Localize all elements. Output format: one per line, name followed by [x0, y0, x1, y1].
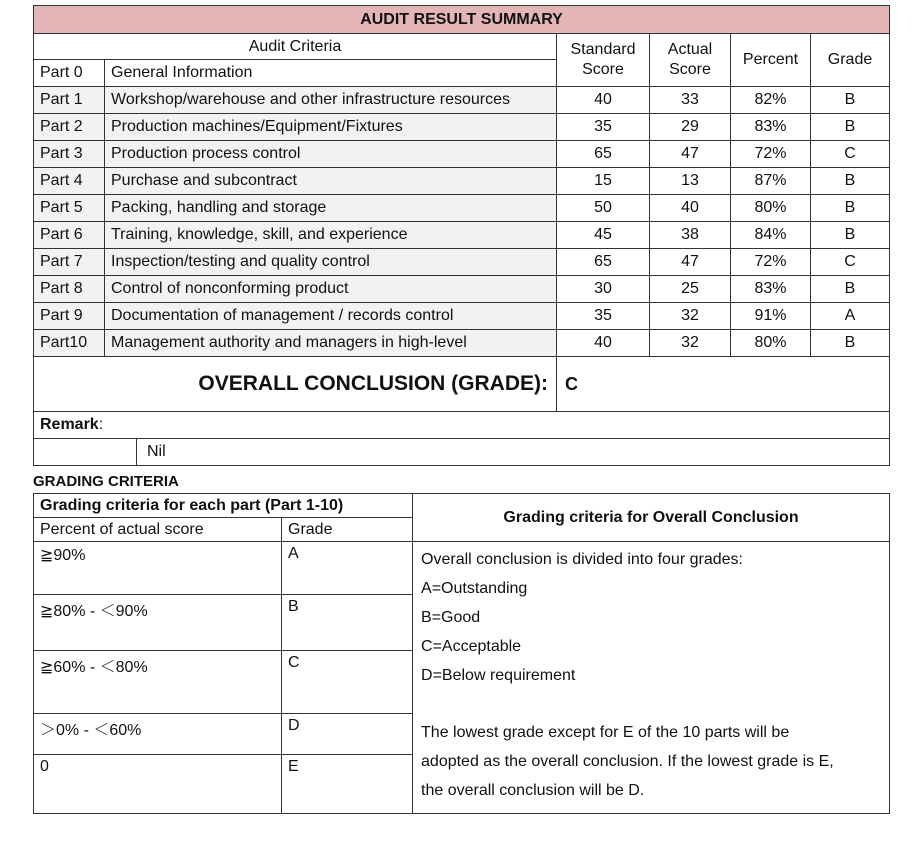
standard-score: 65 [557, 249, 650, 276]
grade-letter: D [282, 714, 413, 755]
part-description: Packing, handling and storage [105, 195, 557, 222]
percent: 82% [731, 87, 811, 114]
standard-score: 40 [557, 330, 650, 357]
overall-note-line: the overall conclusion will be D. [421, 782, 645, 799]
standard-score: 35 [557, 114, 650, 141]
table-row [34, 87, 890, 114]
grade-letter: B [282, 594, 413, 650]
standard-score-header [557, 34, 650, 87]
overall-conclusion-description [413, 542, 890, 814]
part-label: Part 7 [34, 249, 105, 276]
grade: B [811, 222, 890, 249]
audit-summary-title: AUDIT RESULT SUMMARY [34, 6, 890, 34]
standard-score: 15 [557, 168, 650, 195]
grade-letter: A [282, 542, 413, 595]
grade-range: ≧60% - ＜80% [34, 650, 282, 713]
grade-letter: C [282, 650, 413, 713]
percent: 80% [731, 330, 811, 357]
part-grading-title: Grading criteria for each part (Part 1-10) [34, 494, 413, 518]
part-label: Part 2 [34, 114, 105, 141]
part-label: Part 4 [34, 168, 105, 195]
part-description: Purchase and subcontract [105, 168, 557, 195]
percent: 72% [731, 141, 811, 168]
remark-value-row [34, 439, 890, 466]
grade: B [811, 195, 890, 222]
percent-of-actual-score-header: Percent of actual score [34, 518, 282, 542]
table-row [34, 114, 890, 141]
remark-row [34, 412, 890, 439]
table-row [34, 276, 890, 303]
spacer [421, 690, 881, 718]
actual-score: 32 [650, 330, 731, 357]
remark-label-cell [34, 412, 890, 439]
standard-score: 40 [557, 87, 650, 114]
actual-score: 47 [650, 141, 731, 168]
part-label: Part 1 [34, 87, 105, 114]
overall-conclusion-label: OVERALL CONCLUSION (GRADE): [34, 357, 557, 412]
overall-desc-line: C=Acceptable [421, 638, 522, 655]
part-label: Part 9 [34, 303, 105, 330]
table-row [34, 222, 890, 249]
grade-range: ＞0% - ＜60% [34, 714, 282, 755]
part-description: Production process control [105, 141, 557, 168]
table-row [34, 141, 890, 168]
part-label: Part 6 [34, 222, 105, 249]
grade: B [811, 114, 890, 141]
percent: 83% [731, 276, 811, 303]
overall-note-line: adopted as the overall conclusion. If the lowest grade is E, [421, 753, 834, 770]
remark-colon: : [98, 416, 104, 433]
percent: 91% [731, 303, 811, 330]
grade: C [811, 141, 890, 168]
percent: 87% [731, 168, 811, 195]
standard-score: 35 [557, 303, 650, 330]
grade-letter: E [282, 754, 413, 813]
grade: B [811, 87, 890, 114]
audit-result-summary-table [33, 5, 890, 466]
table-row [34, 249, 890, 276]
actual-score-header [650, 34, 731, 87]
grade: C [811, 249, 890, 276]
part-description: Control of nonconforming product [105, 276, 557, 303]
part-description: Workshop/warehouse and other infrastructure resources [105, 87, 557, 114]
percent: 72% [731, 249, 811, 276]
grading-criteria-heading: GRADING CRITERIA [33, 473, 179, 490]
actual-score: 40 [650, 195, 731, 222]
part-label: Part10 [34, 330, 105, 357]
table-row [34, 168, 890, 195]
actual-score: 29 [650, 114, 731, 141]
actual-score: 13 [650, 168, 731, 195]
table-row [34, 542, 890, 595]
grade-range: ≧90% [34, 542, 282, 595]
table-row [34, 195, 890, 222]
overall-conclusion-grade: C [557, 357, 890, 412]
standard-score: 65 [557, 141, 650, 168]
grading-criteria-table [33, 493, 890, 814]
actual-score: 33 [650, 87, 731, 114]
table-row [34, 330, 890, 357]
part-description: Management authority and managers in high-level [105, 330, 557, 357]
grade-range: 0 [34, 754, 282, 813]
percent-header: Percent [731, 34, 811, 87]
overall-note-line: The lowest grade except for E of the 10 parts will be [421, 724, 790, 741]
part-description: General Information [105, 60, 557, 87]
grade: B [811, 330, 890, 357]
remark-value: Nil [147, 443, 166, 460]
part-label: Part 5 [34, 195, 105, 222]
part-label: Part 3 [34, 141, 105, 168]
standard-score-header-line2: Score [582, 61, 624, 78]
percent: 83% [731, 114, 811, 141]
percent: 84% [731, 222, 811, 249]
part-description: Documentation of management / records control [105, 303, 557, 330]
part-label: Part 8 [34, 276, 105, 303]
standard-score: 50 [557, 195, 650, 222]
grade: A [811, 303, 890, 330]
overall-grading-title: Grading criteria for Overall Conclusion [413, 494, 890, 542]
actual-score-header-line2: Score [669, 61, 711, 78]
part-description: Training, knowledge, skill, and experience [105, 222, 557, 249]
remark-value-cell [34, 439, 890, 466]
grade-header: Grade [811, 34, 890, 87]
actual-score: 25 [650, 276, 731, 303]
actual-score: 38 [650, 222, 731, 249]
actual-score: 47 [650, 249, 731, 276]
table-row [34, 303, 890, 330]
overall-desc-line: D=Below requirement [421, 667, 576, 684]
grade: B [811, 168, 890, 195]
overall-conclusion-row [34, 357, 890, 412]
part-description: Inspection/testing and quality control [105, 249, 557, 276]
grade-range: ≧80% - ＜90% [34, 594, 282, 650]
overall-desc-line: A=Outstanding [421, 580, 528, 597]
actual-score-header-line1: Actual [667, 41, 713, 58]
audit-criteria-header: Audit Criteria [34, 34, 557, 60]
remark-label: Remark [40, 416, 99, 433]
actual-score: 32 [650, 303, 731, 330]
grading-grade-header: Grade [282, 518, 413, 542]
standard-score: 30 [557, 276, 650, 303]
grade: B [811, 276, 890, 303]
part-label: Part 0 [34, 60, 105, 87]
remark-indent [34, 439, 137, 465]
remark-value-wrapper [34, 439, 889, 465]
part-description: Production machines/Equipment/Fixtures [105, 114, 557, 141]
overall-desc-line: Overall conclusion is divided into four grades: [421, 551, 743, 568]
overall-desc-line: B=Good [421, 609, 481, 626]
standard-score-header-line1: Standard [570, 41, 636, 58]
percent: 80% [731, 195, 811, 222]
standard-score: 45 [557, 222, 650, 249]
